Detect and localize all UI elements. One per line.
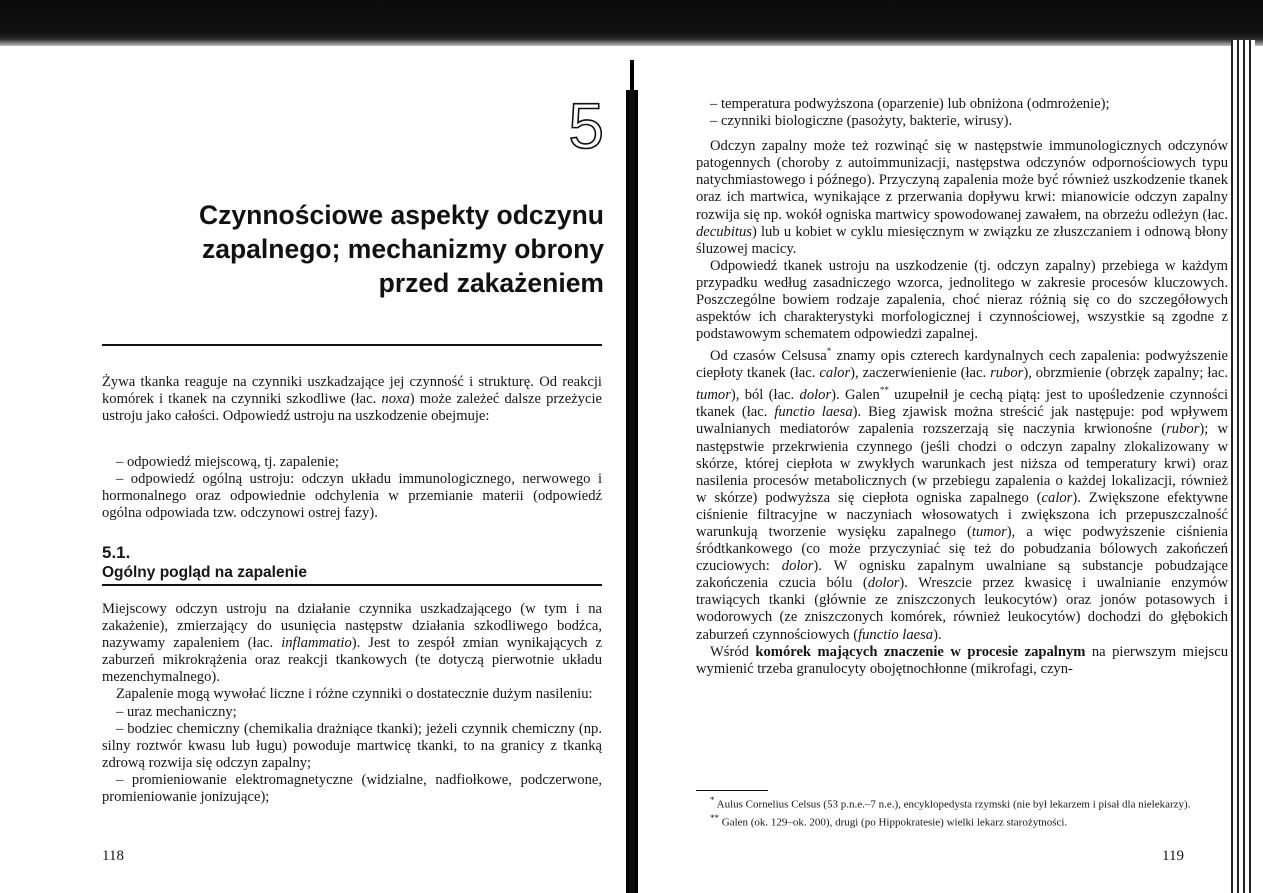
page-edge-stack xyxy=(1231,40,1255,893)
body-paragraph: Odpowiedź tkanek ustroju na uszkodzenie (tj. odczyn zapalny) przebiega w każdym przypadku według zasadniczego wzorca, jednolitego w zakresie procesów kluczowych. Poszczególne bowiem rodzaje zapalenia, choć nieraz różnią się co do szczegółowych aspektów ich charakterystyki morfologicznej i czynnościowej, wszystkie są zgodne z podstawowym schematem odpowiedzi zapalnej. xyxy=(696,257,1228,343)
right-page-body xyxy=(696,96,1228,678)
left-page xyxy=(0,0,626,893)
footnote: ** Galen (ok. 129–ok. 200), drugi (po Hippokratesie) wielki lekarz starożytności. xyxy=(710,812,1068,829)
list-item: – bodziec chemiczny (chemikalia drażniące tkanki); jeżeli czynnik chemiczny (np. silny roztwór kwasu lub ługu) powoduje martwicę tkanki, to na granicy z tkanką zdrową rozwija się odczyn zapalny; xyxy=(102,720,602,771)
chapter-title xyxy=(84,198,604,300)
right-page xyxy=(640,0,1229,893)
section-rule xyxy=(102,584,602,586)
chapter-rule xyxy=(102,344,602,346)
section-number: 5.1. xyxy=(102,543,131,562)
body-paragraph: Odczyn zapalny może też rozwinąć się w następstwie immunologicznych odczynów patogennych (choroby z autoimmunizacji, następstwa odczynów odpornościowych typu natychmiastowego i późnego). Przyczyną zapalenia może być również uszkodzenie tkanek oraz ich martwica, wynikające z przerwania dopływu krwi: mianowicie odczyn zapalny rozwija się np. wokół ogniska martwicy spowodowanej zawałem, na obrzeżu odleżyn (łac. decubitus) lub u kobiet w cyklu miesięcznym w związku ze złuszczaniem i odnową błony śluzowej macicy. xyxy=(696,138,1228,257)
body-paragraph: Wśród komórek mających znaczenie w procesie zapalnym na pierwszym miejscu wymienić trzeba granulocyty obojętnochłonne (mikrofagi, czyn- xyxy=(696,643,1228,677)
footnote: * Aulus Cornelius Celsus (53 p.n.e.–7 n.e.), encyklopedysta rzymski (nie był lekarzem i pisał dla nielekarzy). xyxy=(710,795,1191,811)
chapter-number: 5 xyxy=(568,90,604,162)
list-item: – odpowiedź ogólną ustroju: odczyn układu immunologicznego, nerwowego i hormonalnego oraz odpowiednie odchylenia w przemianie materii (odpowiedź ogólna odpowiada tzw. odczynowi ostrej fazy). xyxy=(102,471,602,522)
chapter-title-line: Czynnościowe aspekty odczynu xyxy=(199,200,604,230)
section-body xyxy=(102,601,602,806)
book-spine-tip xyxy=(630,60,634,90)
book-spine xyxy=(626,90,638,893)
intro-paragraph: Żywa tkanka reaguje na czynniki uszkadzające jej czynność i strukturę. Od reakcji komórek i tkanek na czynniki szkodliwe (łac. noxa) może zależeć dalsze przeżycie ustroju jako całości. Odpowiedź ustroju na uszkodzenie obejmuje: xyxy=(102,374,602,425)
chapter-title-line: zapalnego; mechanizmy obrony xyxy=(202,234,604,264)
page-number: 118 xyxy=(102,848,124,864)
footnotes xyxy=(696,794,1228,829)
list-item: – uraz mechaniczny; xyxy=(116,703,237,720)
list-item: – odpowiedź miejscową, tj. zapalenie; xyxy=(116,454,339,470)
intro-bullet-list xyxy=(102,454,602,522)
footnote-rule xyxy=(696,790,768,791)
body-paragraph: Zapalenie mogą wywołać liczne i różne czynniki o dostatecznie dużym nasileniu: xyxy=(116,686,593,703)
chapter-title-line: przed zakażeniem xyxy=(378,268,604,298)
list-item: – czynniki biologiczne (pasożyty, bakterie, wirusy). xyxy=(710,113,1013,130)
body-paragraph: Od czasów Celsusa* znamy opis czterech kardynalnych cech zapalenia: podwyższenie ciepłoty tkanek (łac. calor), zaczerwienienie (łac. rubor), obrzmienie (obrzęk zapalny; łac. tumor), ból (łac. dolor). Galen** uzupełnił je cechą piątą: jest to upośledzenie czynności tkanek (łac. functio laesa). Bieg zjawisk można streścić jak następuje: pod wpływem uwalnianych mediatorów zapalenia rozszerzają się naczynia krwionośne (rubor); w następstwie przekrwienia czynnego (jeśli chodzi o odczyn zapalny zlokalizowany w skórze, której ciepłota w zwykłych warunkach jest niższa od temperatury krwi) oraz nasilenia procesów metabolicznych (w przebiegu zapalenia o każdej lokalizacji, również w skórze) podwyższa się ciepłota ogniska zapalnego (calor). Zwiększone efektywne ciśnienie filtracyjne w naczyniach włosowatych i zwiększona ich przepuszczalność warunkują tworzenie wysięku zapalnego (tumor), a więc podwyższenie ciśnienia śródtkankowego (co może przyczyniać się też do pobudzania bólowych zakończeń czuciowych: dolor). W ognisku zapalnym uwalniane są substancje pobudzające zakończenia czucia bólu (dolor). Wreszcie przez kwasicę i uwalnianie enzymów trawiących tkanki (głównie ze zniszczonych leukocytów) oraz jonów potasowych i wodorowych (ze zniszczonych komórek, również leukocytów) dochodzi do głębokich zaburzeń czynnościowych (functio laesa). xyxy=(696,346,1229,643)
page-number: 119 xyxy=(1162,848,1184,864)
list-item: – temperatura podwyższona (oparzenie) lub obniżona (odmrożenie); xyxy=(710,96,1110,112)
list-item: – promieniowanie elektromagnetyczne (widzialne, nadfiołkowe, podczerwone, promieniowanie jonizujące); xyxy=(102,771,602,806)
spacer xyxy=(696,130,1228,138)
body-paragraph: Miejscowy odczyn ustroju na działanie czynnika uszkadzającego (w tym i na zakażenie), zmierzający do usunięcia następstw działania szkodliwego bodźca, nazywamy zapaleniem (łac. inflammatio). Jest to zespół zmian wynikających z zaburzeń mikrokrążenia oraz reakcji tkankowych (te dotyczą pierwotnie układu mezenchymalnego). xyxy=(102,601,602,686)
section-title: Ogólny pogląd na zapalenie xyxy=(102,564,307,581)
